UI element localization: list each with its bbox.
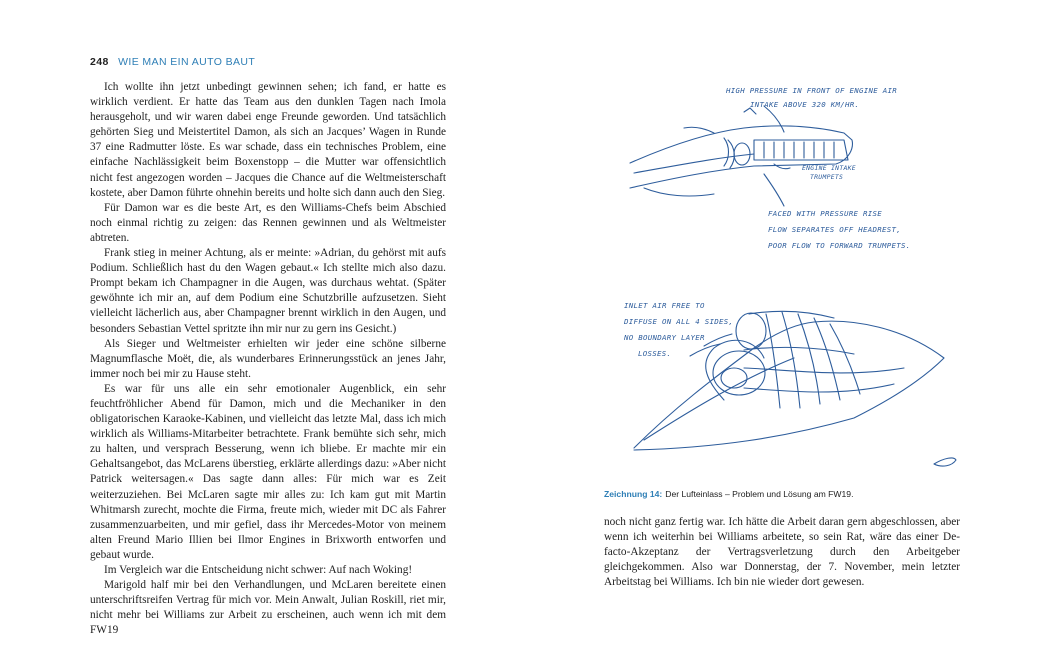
chapter-title: WIE MAN EIN AUTO BAUT	[118, 56, 256, 68]
running-head	[90, 56, 255, 68]
paragraph: Als Sieger und Weltmeister erhielten wir jeder eine schöne silberne Magnumflasche Moët, die, als wunderbares Erinnerungsstück an jenes Jahr, immer noch bei mir zu Hause steht.	[90, 337, 446, 380]
caption-tag: Zeichnung 14:	[604, 489, 663, 499]
paragraph: Ich wollte ihn jetzt unbedingt gewinnen sehen; ich fand, er hatte es wirklich verdient. Er hatte das Team aus den dunklen Tagen nach Imola herausgeholt, und wir waren dabei enge Freunde geworden. Und tatsächlich gehörten Sieg und Meistertitel Damon, als sich an Jacques’ Wagen in Runde 37 eine Radmutter löste. Es war schade, dass ein technisches Problem, eine einfache Nachlässigkeit beim Boxenstopp – die Mutter war offensichtlich nicht fest angezogen worden – Jacques die Chance auf die Weltmeisterschaft kostete, aber Damon führte ohnehin bereits und holte sich dann auch den Sieg.	[90, 81, 446, 199]
sketch-label-inlet-air: INLET AIR FREE TO DIFFUSE ON ALL 4 SIDES, NO BOUNDARY LAYER LOSSES.	[624, 301, 734, 358]
right-text-column	[604, 515, 960, 590]
sketch-label-intake-trumpets: ENGINE INTAKE TRUMPETS	[802, 164, 856, 181]
figure-caption	[604, 489, 960, 499]
sketch-label-high-pressure: HIGH PRESSURE IN FRONT OF ENGINE AIR INTAKE ABOVE 320 KM/HR.	[726, 86, 897, 109]
sketch-label-pressure-rise: FACED WITH PRESSURE RISE FLOW SEPARATES OFF HEADREST, POOR FLOW TO FORWARD TRUMPETS.	[768, 209, 911, 250]
page-number: 248	[90, 56, 109, 68]
engine-intake-sketches	[604, 78, 960, 480]
caption-text: Der Lufteinlass – Problem und Lösung am FW19.	[665, 489, 854, 499]
paragraph: Für Damon war es die beste Art, es den Williams-Chefs beim Abschied noch einmal richtig zu zeigen: das Rennen gewinnen und als Weltmeister abtreten.	[90, 201, 446, 244]
paragraph: Frank stieg in meiner Achtung, als er meinte: »Adrian, du gehörst mit aufs Podium. Schließlich hast du den Wagen gebaut.« Ich stellte mich also dazu. Prompt bekam ich Champagner in die Augen, was durchaus wehtat. (Später gewöhnte ich mir an, auf dem Podium eine Schutzbrille aufzusetzen. Sieht vielleicht lächerlich aus, aber Champagner brennt wirklich in den Augen, und besonders Sebastian Vettel spritzte ihn mir nur zu gern ins Gesicht.)	[90, 247, 446, 335]
paragraph: Marigold half mir bei den Verhandlungen, und McLaren bereitete einen unterschriftsreifen Vertrag für mich vor. Mein Anwalt, Julian Roskill, riet mir, nicht mehr bei Williams zur Arbeit zu erscheinen, auch wenn ich mit dem FW19	[90, 579, 446, 637]
sketch-problem	[630, 106, 852, 206]
left-text-column	[90, 80, 446, 638]
drawing-figure	[604, 78, 960, 480]
paragraph: Im Vergleich war die Entscheidung nicht schwer: Auf nach Woking!	[104, 564, 413, 576]
paragraph: noch nicht ganz fertig war. Ich hätte die Arbeit daran gern abgeschlossen, aber wenn ich weiterhin bei Williams arbeitete, so sein Rat, wäre das einer De-facto-Akzeptanz der Vertragsverletzung durch den Arbeitgeber gleichgekommen. Also war Donnerstag, der 7. November, mein letzter Arbeitstag bei Williams. Ich bin nie wieder dort gewesen.	[604, 516, 960, 589]
paragraph: Es war für uns alle ein sehr emotionaler Augenblick, ein sehr feuchtfröhlicher Abend für Damon, mich und die Mechaniker in den obligatorischen Karaoke-Kabinen, und vielleicht das letzte Mal, dass ich mich wirklich als Williams-Mitarbeiter betrachtete. Frank bemühte sich sehr, mich zu halten, und versprach Besserung, wenn ich bliebe. Er machte mir ein Gehaltsangebot, das McLarens überstieg, erklärte allerdings dazu: »Aber nicht Patrick weitersagen.« Das sagte dann alles: Für mich war es Zeit weiterzuziehen. Bei McLaren sagte mir alles zu: Ich kam gut mit Martin Whitmarsh zurecht, mochte die Firma, freute mich, wieder mit DC als Fahrer zusammenzuarbeiten, und mir gefiel, dass ihr Mercedes-Motor von meinem alten Freund Mario Illien bei Ilmor Engines in Brixworth entworfen und gebaut wurde.	[90, 382, 446, 561]
